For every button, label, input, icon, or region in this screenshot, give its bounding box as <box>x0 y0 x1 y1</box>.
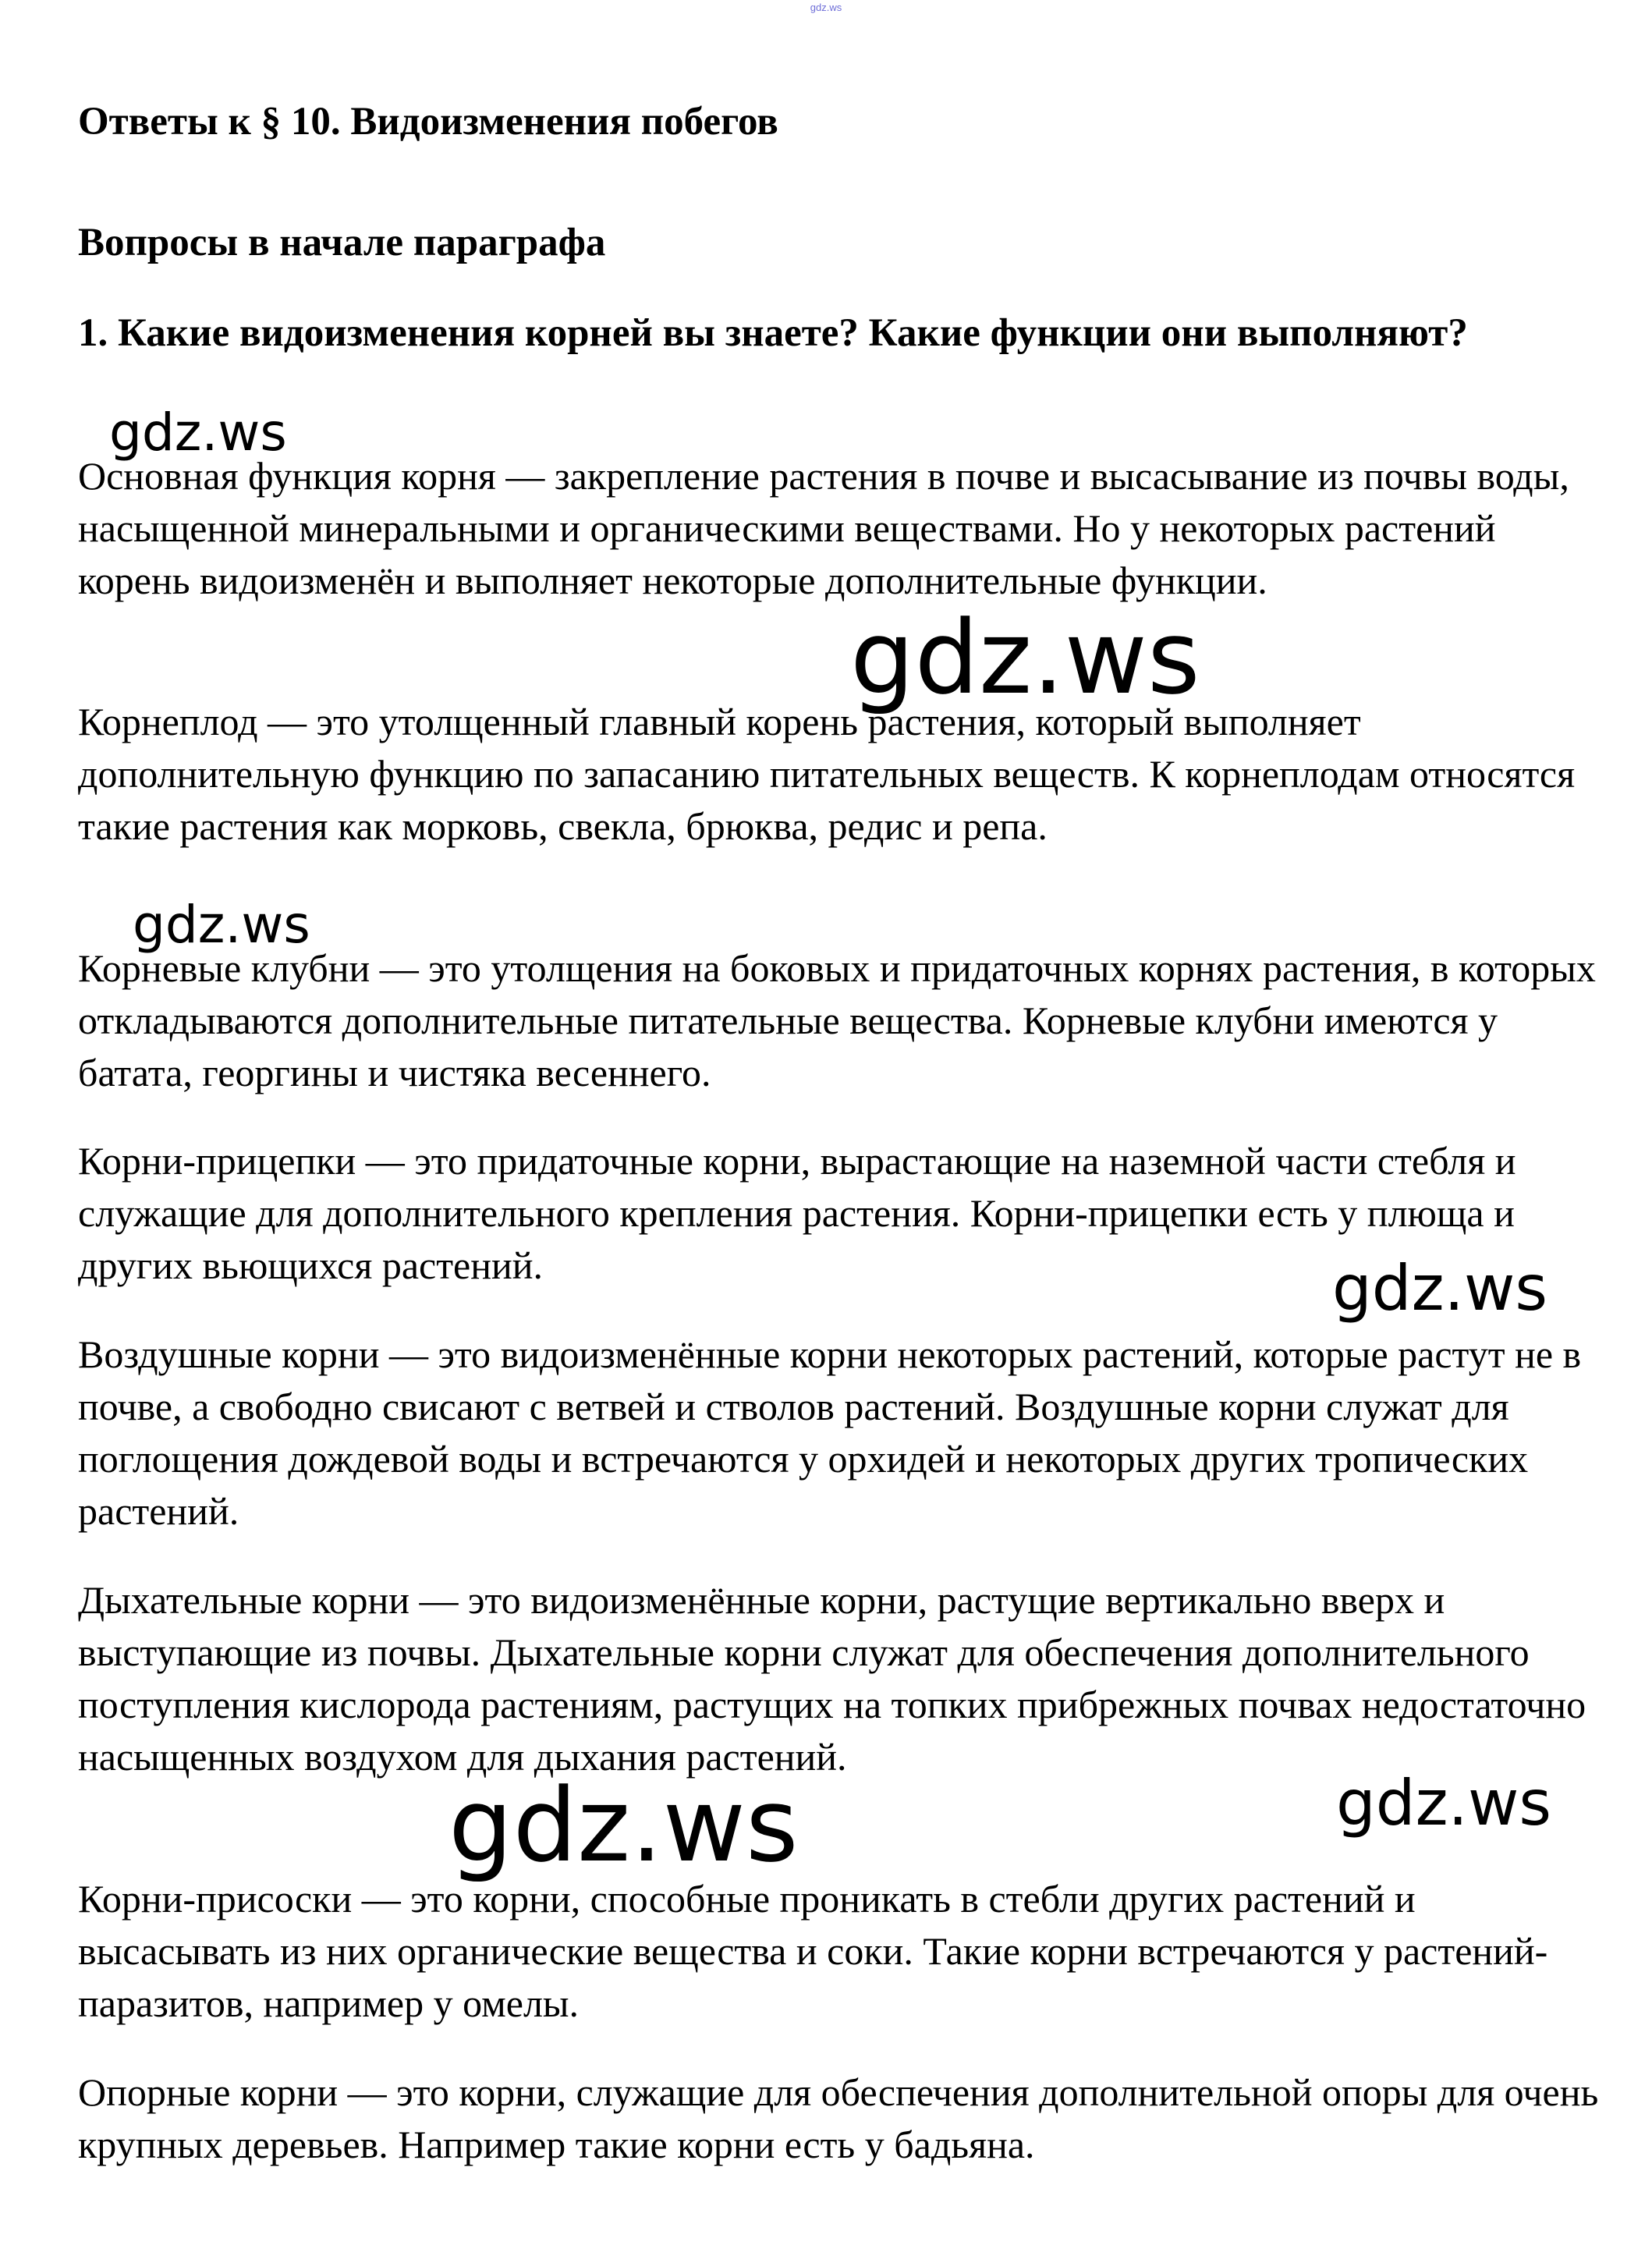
paragraph-aerial-roots: Воздушные корни — это видоизменённые корни некоторых растений, которые растут не в почве, а свободно свисают с ветвей и стволов растений. Воздушные корни служат для поглощения дождевой воды и встречаются у орхидей и некоторых других тропических растений. <box>78 1332 1582 1533</box>
watermark: gdz.ws <box>448 1766 799 1885</box>
watermark: gdz.ws <box>109 403 287 463</box>
paragraph-root-function: Основная функция корня — закрепление растения в почве и высасывание из почвы воды, насыщенной минеральными и органическими веществами. Но у некоторых растений корень видоизменён и выполняет некоторые дополнительные функции. <box>78 454 1569 602</box>
page-title: Ответы к § 10. Видоизменения побегов <box>78 100 778 144</box>
paragraph-clinging-roots: Корни-прицепки — это придаточные корни, вырастающие на наземной части стебля и служащие для дополнительного крепления растения. Корни-прицепки есть у плюща и других вьющихся растений. <box>78 1139 1516 1287</box>
site-mark: gdz.ws <box>810 2 842 13</box>
question-heading: 1. Какие видоизменения корней вы знаете? Какие функции они выполняют? <box>78 311 1468 355</box>
watermark: gdz.ws <box>1336 1767 1552 1839</box>
section-heading: Вопросы в начале параграфа <box>78 221 606 264</box>
watermark: gdz.ws <box>133 895 310 955</box>
paragraph-root-tubers: Корневые клубни — это утолщения на боковых и придаточных корнях растения, в которых откладываются дополнительные питательные вещества. Корневые клубни имеются у батата, георгины и чистяка весеннего. <box>78 946 1596 1094</box>
paragraph-breathing-roots: Дыхательные корни — это видоизменённые корни, растущие вертикально вверх и выступающие из почвы. Дыхательные корни служат для обеспечения дополнительного поступления кислорода растениям, растущих на топких прибрежных почвах недостаточно насыщенных воздухом для дыхания растений. <box>78 1578 1586 1779</box>
paragraph-root-crop: Корнеплод — это утолщенный главный корень растения, который выполняет дополнительную функцию по запасанию питательных веществ. К корнеплодам относятся такие растения как морковь, свекла, брюква, редис и репа. <box>78 700 1576 848</box>
watermark: gdz.ws <box>1332 1252 1548 1325</box>
watermark: gdz.ws <box>850 598 1200 717</box>
paragraph-sucker-roots: Корни-присоски — это корни, способные проникать в стебли других растений и высасывать из них органические вещества и соки. Такие корни встречаются у растений-паразитов, например у омелы. <box>78 1877 1548 2025</box>
paragraph-support-roots: Опорные корни — это корни, служащие для обеспечения дополнительной опоры для очень крупных деревьев. Например такие корни есть у бадьяна. <box>78 2070 1599 2166</box>
